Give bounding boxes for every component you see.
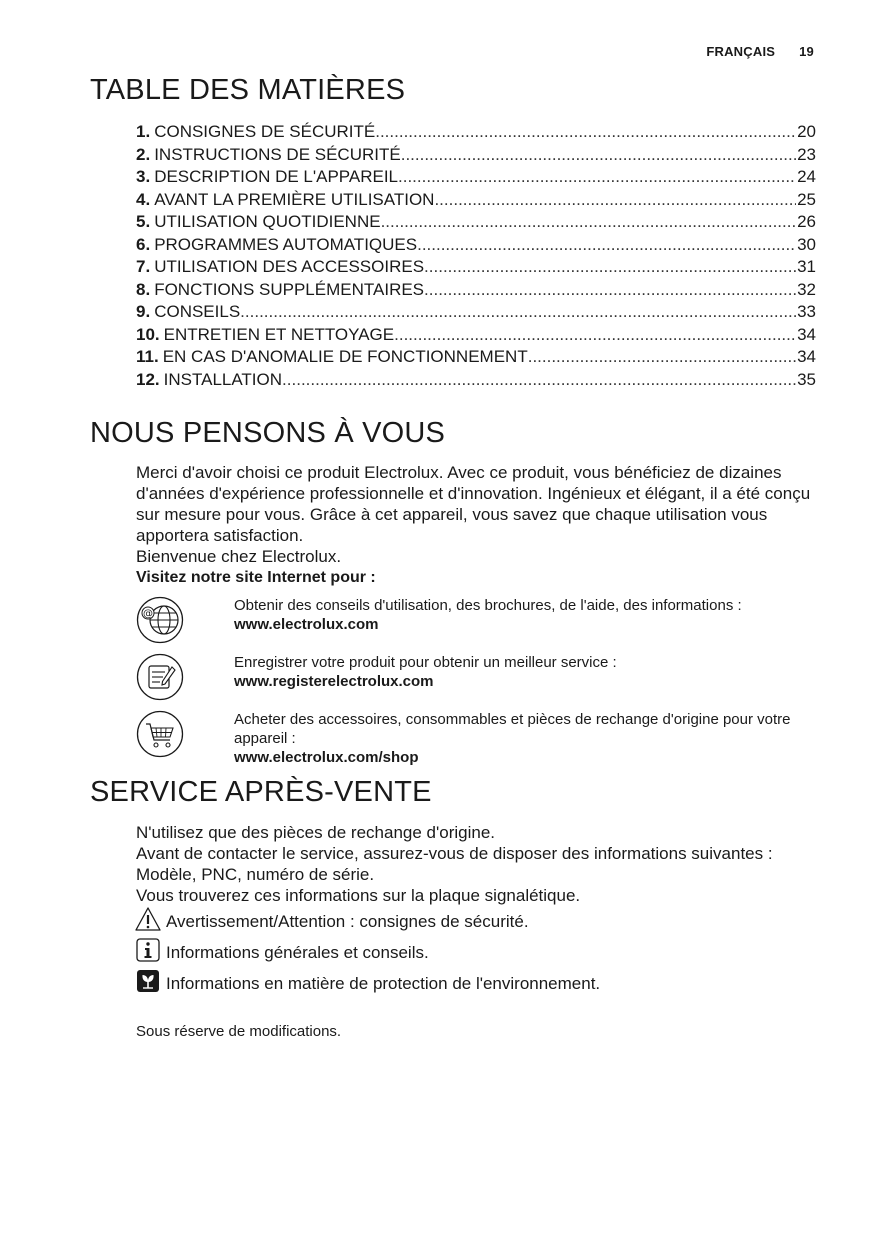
toc-entry-page: 32 xyxy=(797,279,816,299)
toc-entry-page: 34 xyxy=(797,347,816,366)
table-of-contents xyxy=(136,121,816,391)
toc-entry-page: 35 xyxy=(797,369,816,389)
toc-entry-label: INSTRUCTIONS DE SÉCURITÉ xyxy=(154,144,401,164)
toc-entry[interactable]: 3. DESCRIPTION DE L'APPAREIL ..... 24 xyxy=(136,166,816,189)
service-line: Vous trouverez ces informations sur la plaque signalétique. xyxy=(136,886,581,905)
toc-entry-page: 26 xyxy=(797,212,816,231)
toc-entry-page: 23 xyxy=(797,144,816,164)
warning-icon xyxy=(134,906,162,932)
toc-entry[interactable]: 1. CONSIGNES DE SÉCURITÉ ..... 20 xyxy=(136,121,816,144)
toc-entry-page: 20 xyxy=(797,122,816,141)
web-item-text: Acheter des accessoires, consommables et pièces de rechange d'origine pour votre appareil : xyxy=(234,711,791,747)
legend-text: Informations en matière de protection de l'environnement. xyxy=(166,974,601,993)
toc-entry-label: ENTRETIEN ET NETTOYAGE xyxy=(163,324,395,344)
toc-entry-label: PROGRAMMES AUTOMATIQUES xyxy=(154,234,418,254)
toc-entry-label: INSTALLATION xyxy=(163,369,283,389)
globe-icon xyxy=(136,596,184,644)
toc-entry-label: FONCTIONS SUPPLÉMENTAIRES xyxy=(154,279,425,299)
legend-text: Avertissement/Attention : consignes de sécurité. xyxy=(166,912,529,931)
toc-entry[interactable]: 8. FONCTIONS SUPPLÉMENTAIRES ..... 32 xyxy=(136,279,816,302)
service-line: N'utilisez que des pièces de rechange d'origine. xyxy=(136,823,495,842)
toc-entry[interactable]: 10. ENTRETIEN ET NETTOYAGE ..... 34 xyxy=(136,324,816,347)
visit-label: Visitez notre site Internet pour : xyxy=(136,569,376,586)
web-item-link[interactable]: www.registerelectrolux.com xyxy=(234,673,434,690)
toc-entry[interactable]: 5. UTILISATION QUOTIDIENNE ..... 26 xyxy=(136,211,816,234)
toc-entry[interactable]: 6. PROGRAMMES AUTOMATIQUES ..... 30 xyxy=(136,234,816,257)
toc-entry-label: CONSEILS xyxy=(154,302,241,321)
intro-section xyxy=(136,462,816,588)
web-item-text: Enregistrer votre produit pour obtenir un meilleur service : xyxy=(234,654,617,671)
language-label: FRANÇAIS xyxy=(706,44,776,59)
intro-paragraph: Merci d'avoir choisi ce produit Electrolux. Avec ce produit, vous bénéficiez de dizaines d'années d'expérience professionnelle et d'innovation. Ingénieux et élégant, il a été conçu sur mesure pour vous. Grâce à cet appareil, vous savez que chaque utilisation vous apportera satisfaction. xyxy=(136,463,811,545)
intro-welcome: Bienvenue chez Electrolux. xyxy=(136,547,342,566)
toc-entry-page: 25 xyxy=(797,189,816,209)
toc-entry-page: 30 xyxy=(797,234,816,254)
toc-entry[interactable]: 11. EN CAS D'ANOMALIE DE FONCTIONNEMENT ..... 34 xyxy=(136,346,816,369)
toc-entry-label: AVANT LA PREMIÈRE UTILISATION xyxy=(154,189,435,209)
environment-icon xyxy=(134,968,162,994)
info-icon xyxy=(134,937,162,963)
toc-entry-label: UTILISATION QUOTIDIENNE xyxy=(154,212,381,231)
toc-entry-label: DESCRIPTION DE L'APPAREIL xyxy=(154,167,399,186)
toc-entry[interactable]: 4. AVANT LA PREMIÈRE UTILISATION ..... 25 xyxy=(136,189,816,212)
toc-entry-label: EN CAS D'ANOMALIE DE FONCTIONNEMENT xyxy=(162,347,528,366)
web-item-link[interactable]: www.electrolux.com xyxy=(234,616,379,633)
toc-entry-page: 33 xyxy=(797,302,816,321)
web-item-text: Obtenir des conseils d'utilisation, des brochures, de l'aide, des informations : xyxy=(234,597,742,614)
toc-entry[interactable]: 12. INSTALLATION ..... 35 xyxy=(136,369,816,392)
page-header xyxy=(706,44,814,59)
register-icon xyxy=(136,653,184,701)
toc-entry-page: 24 xyxy=(797,167,816,186)
page-number: 19 xyxy=(799,44,814,59)
toc-title: TABLE DES MATIÈRES xyxy=(90,74,406,106)
legend-text: Informations générales et conseils. xyxy=(166,943,429,962)
toc-entry-page: 31 xyxy=(797,257,816,276)
modifications-note: Sous réserve de modifications. xyxy=(136,1023,342,1040)
toc-entry[interactable]: 7. UTILISATION DES ACCESSOIRES ..... 31 xyxy=(136,256,816,279)
intro-title: NOUS PENSONS À VOUS xyxy=(90,417,446,449)
web-item-link[interactable]: www.electrolux.com/shop xyxy=(234,749,419,766)
toc-entry-label: CONSIGNES DE SÉCURITÉ xyxy=(154,122,376,141)
toc-entry[interactable]: 2. INSTRUCTIONS DE SÉCURITÉ ..... 23 xyxy=(136,144,816,167)
service-title: SERVICE APRÈS-VENTE xyxy=(90,776,432,808)
toc-entry-page: 34 xyxy=(797,324,816,344)
shopping-cart-icon xyxy=(136,710,184,758)
toc-entry[interactable]: 9. CONSEILS ..... 33 xyxy=(136,301,816,324)
toc-entry-label: UTILISATION DES ACCESSOIRES xyxy=(154,257,425,276)
service-line: Avant de contacter le service, assurez-vous de disposer des informations suivantes : Modèle, PNC, numéro de série. xyxy=(136,844,773,884)
svg-text:@: @ xyxy=(143,608,153,620)
service-section xyxy=(136,822,816,906)
